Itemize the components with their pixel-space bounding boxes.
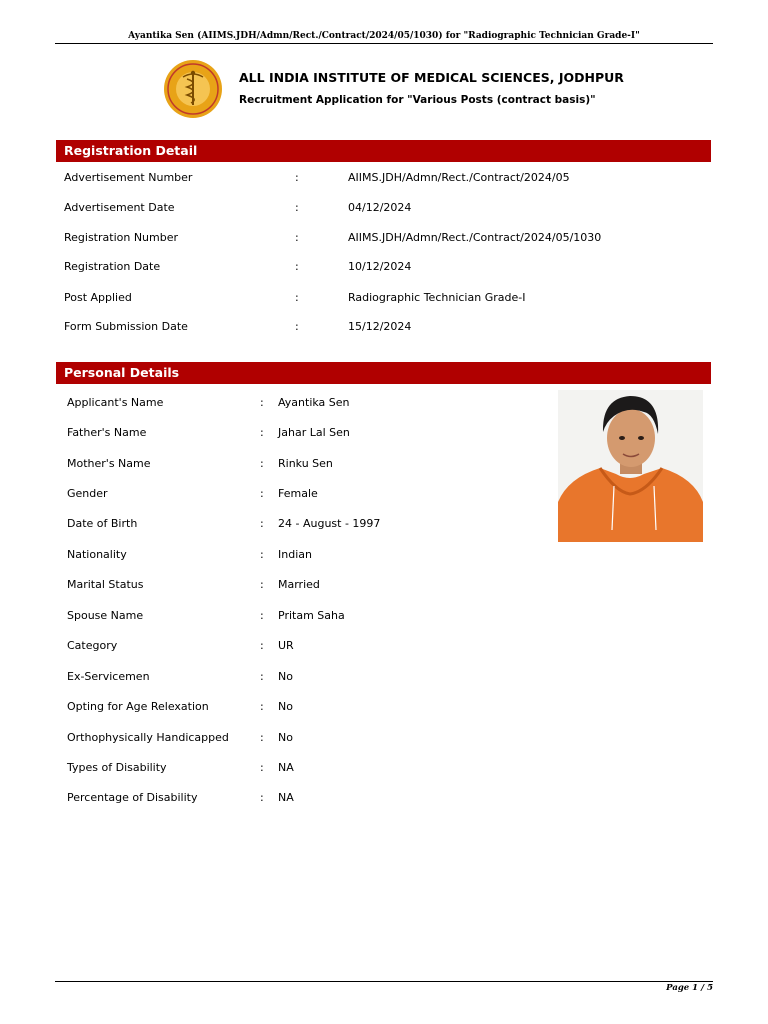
personal-colon: : bbox=[260, 791, 264, 804]
personal-colon: : bbox=[260, 548, 264, 561]
personal-colon: : bbox=[260, 457, 264, 470]
personal-label: Spouse Name bbox=[67, 609, 144, 622]
personal-value: Ayantika Sen bbox=[278, 396, 350, 409]
personal-colon: : bbox=[260, 517, 264, 530]
reg-colon: : bbox=[295, 260, 299, 273]
personal-colon: : bbox=[260, 609, 264, 622]
personal-label: Ex-Servicemen bbox=[67, 670, 150, 683]
page-number: Page 1 / 5 bbox=[666, 983, 713, 993]
applicant-photo bbox=[558, 390, 703, 542]
reg-label: Registration Number bbox=[64, 231, 179, 244]
personal-value: Rinku Sen bbox=[278, 457, 333, 470]
reg-colon: : bbox=[295, 201, 299, 214]
running-header: Ayantika Sen (AIIMS.JDH/Admn/Rect./Contract/2024/05/1030) for "Radiographic Technician Grade-I" bbox=[128, 31, 640, 41]
personal-colon: : bbox=[260, 731, 264, 744]
personal-colon: : bbox=[260, 426, 264, 439]
personal-label: Opting for Age Relexation bbox=[67, 700, 209, 713]
personal-label: Marital Status bbox=[67, 578, 144, 591]
reg-colon: : bbox=[295, 171, 299, 184]
header-divider bbox=[55, 43, 713, 44]
reg-label: Advertisement Date bbox=[64, 201, 175, 214]
personal-value: No bbox=[278, 670, 293, 683]
personal-label: Applicant's Name bbox=[67, 396, 164, 409]
personal-label: Orthophysically Handicapped bbox=[67, 731, 229, 744]
personal-value: UR bbox=[278, 639, 294, 652]
personal-colon: : bbox=[260, 761, 264, 774]
personal-label: Nationality bbox=[67, 548, 127, 561]
personal-value: Indian bbox=[278, 548, 312, 561]
reg-value: AIIMS.JDH/Admn/Rect./Contract/2024/05 bbox=[348, 171, 570, 184]
institute-name: ALL INDIA INSTITUTE OF MEDICAL SCIENCES, JODHPUR bbox=[239, 70, 624, 85]
reg-label: Form Submission Date bbox=[64, 320, 188, 333]
reg-value: AIIMS.JDH/Admn/Rect./Contract/2024/05/1030 bbox=[348, 231, 602, 244]
personal-label: Date of Birth bbox=[67, 517, 138, 530]
application-subtitle: Recruitment Application for "Various Posts (contract basis)" bbox=[239, 94, 596, 106]
personal-colon: : bbox=[260, 396, 264, 409]
reg-label: Post Applied bbox=[64, 291, 132, 304]
reg-label: Advertisement Number bbox=[64, 171, 193, 184]
reg-value: 15/12/2024 bbox=[348, 320, 412, 333]
reg-label: Registration Date bbox=[64, 260, 161, 273]
personal-value: NA bbox=[278, 791, 294, 804]
reg-colon: : bbox=[295, 231, 299, 244]
registration-detail-heading: Registration Detail bbox=[56, 140, 711, 162]
personal-value: Female bbox=[278, 487, 318, 500]
personal-value: No bbox=[278, 700, 293, 713]
personal-label: Father's Name bbox=[67, 426, 147, 439]
personal-label: Category bbox=[67, 639, 118, 652]
personal-colon: : bbox=[260, 487, 264, 500]
personal-value: 24 - August - 1997 bbox=[278, 517, 381, 530]
personal-value: Married bbox=[278, 578, 320, 591]
personal-colon: : bbox=[260, 700, 264, 713]
reg-value: 04/12/2024 bbox=[348, 201, 412, 214]
personal-value: No bbox=[278, 731, 293, 744]
personal-value: Jahar Lal Sen bbox=[278, 426, 350, 439]
personal-value: Pritam Saha bbox=[278, 609, 345, 622]
personal-value: NA bbox=[278, 761, 294, 774]
footer-divider bbox=[55, 981, 713, 982]
reg-colon: : bbox=[295, 291, 299, 304]
reg-value: Radiographic Technician Grade-I bbox=[348, 291, 526, 304]
personal-colon: : bbox=[260, 578, 264, 591]
personal-label: Types of Disability bbox=[67, 761, 167, 774]
personal-colon: : bbox=[260, 639, 264, 652]
reg-colon: : bbox=[295, 320, 299, 333]
aiims-emblem-icon bbox=[161, 59, 225, 119]
personal-details-heading: Personal Details bbox=[56, 362, 711, 384]
personal-label: Gender bbox=[67, 487, 108, 500]
reg-value: 10/12/2024 bbox=[348, 260, 412, 273]
personal-label: Mother's Name bbox=[67, 457, 151, 470]
personal-colon: : bbox=[260, 670, 264, 683]
personal-label: Percentage of Disability bbox=[67, 791, 198, 804]
